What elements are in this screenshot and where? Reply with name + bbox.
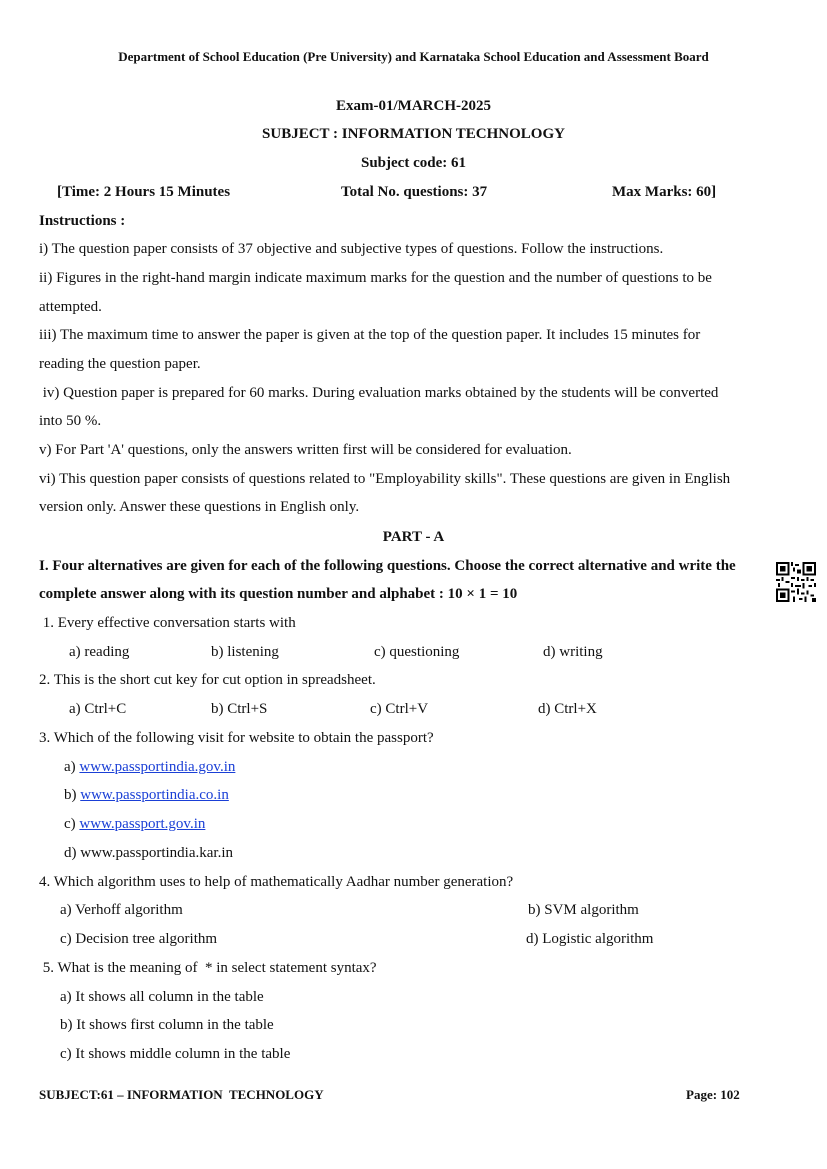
option bbox=[64, 759, 235, 776]
instruction-line: ii) Figures in the right-hand margin indicate maximum marks for the question and the number of questions to be bbox=[39, 270, 712, 286]
instruction-line: iii) The maximum time to answer the paper is given at the top of the question paper. It includes 15 minutes for bbox=[39, 327, 701, 343]
qr-code-icon bbox=[776, 562, 816, 602]
exam-title: Exam-01/MARCH-2025 bbox=[336, 98, 491, 114]
option: c) Decision tree algorithm bbox=[60, 931, 218, 947]
option: d) Ctrl+X bbox=[538, 701, 597, 717]
option: b) It shows first column in the table bbox=[60, 1017, 274, 1033]
option: c) It shows middle column in the table bbox=[60, 1046, 291, 1062]
page-number: Page: 102 bbox=[686, 1087, 740, 1102]
option: a) Verhoff algorithm bbox=[60, 902, 183, 918]
option: b) SVM algorithm bbox=[528, 902, 639, 918]
website-link[interactable]: www.passport.gov.in bbox=[79, 816, 206, 832]
website-link[interactable]: www.passportindia.co.in bbox=[80, 787, 229, 803]
option: d) writing bbox=[543, 644, 603, 660]
instruction-line: reading the question paper. bbox=[39, 356, 201, 372]
part-a-title: PART - A bbox=[382, 529, 445, 545]
website-link[interactable]: www.passportindia.gov.in bbox=[79, 759, 236, 775]
option bbox=[64, 787, 229, 804]
option-prefix: a) bbox=[64, 759, 80, 775]
max-marks: Max Marks: 60] bbox=[612, 184, 717, 200]
subject-title: SUBJECT : INFORMATION TECHNOLOGY bbox=[262, 126, 565, 142]
question-text: 5. What is the meaning of * in select statement syntax? bbox=[39, 960, 377, 976]
option: c) questioning bbox=[374, 644, 460, 660]
footer-subject: SUBJECT:61 – INFORMATION TECHNOLOGY bbox=[39, 1087, 324, 1102]
option-prefix: c) bbox=[64, 816, 80, 832]
option: d) Logistic algorithm bbox=[526, 931, 654, 947]
option: a) Ctrl+C bbox=[69, 701, 127, 717]
question-text: 3. Which of the following visit for website to obtain the passport? bbox=[39, 730, 434, 746]
section-instruction: complete answer along with its question number and alphabet : 10 × 1 = 10 bbox=[39, 586, 518, 602]
question-text: 1. Every effective conversation starts with bbox=[39, 615, 296, 631]
option: a) It shows all column in the table bbox=[60, 989, 264, 1005]
section-instruction: I. Four alternatives are given for each of the following questions. Choose the correct alternative and write the bbox=[39, 558, 736, 574]
board-name: Department of School Education (Pre University) and Karnataka School Education and Assessment Board bbox=[118, 49, 709, 64]
exam-time: [Time: 2 Hours 15 Minutes bbox=[57, 184, 231, 200]
instruction-line: into 50 %. bbox=[39, 413, 102, 429]
option: b) listening bbox=[211, 644, 279, 660]
instruction-line: attempted. bbox=[39, 299, 102, 315]
total-questions: Total No. questions: 37 bbox=[341, 184, 488, 200]
instruction-line: i) The question paper consists of 37 objective and subjective types of questions. Follow the instructions. bbox=[39, 241, 664, 257]
subject-code: Subject code: 61 bbox=[361, 155, 466, 171]
option bbox=[64, 816, 205, 833]
option: b) Ctrl+S bbox=[211, 701, 268, 717]
instruction-line: iv) Question paper is prepared for 60 marks. During evaluation marks obtained by the students will be converted bbox=[39, 385, 719, 401]
website-text: www.passportindia.kar.in bbox=[80, 845, 234, 861]
option-prefix: d) bbox=[64, 845, 81, 861]
option: c) Ctrl+V bbox=[370, 701, 429, 717]
instruction-line: version only. Answer these questions in English only. bbox=[39, 499, 360, 515]
option: a) reading bbox=[69, 644, 130, 660]
option-prefix: b) bbox=[64, 787, 81, 803]
instruction-line: vi) This question paper consists of questions related to "Employability skills". These questions are given in English bbox=[39, 471, 731, 487]
option bbox=[64, 845, 233, 862]
instructions-heading: Instructions : bbox=[39, 213, 126, 229]
instruction-line: v) For Part 'A' questions, only the answers written first will be considered for evaluation. bbox=[39, 442, 572, 458]
question-text: 2. This is the short cut key for cut option in spreadsheet. bbox=[39, 672, 376, 688]
question-text: 4. Which algorithm uses to help of mathematically Aadhar number generation? bbox=[39, 874, 514, 890]
